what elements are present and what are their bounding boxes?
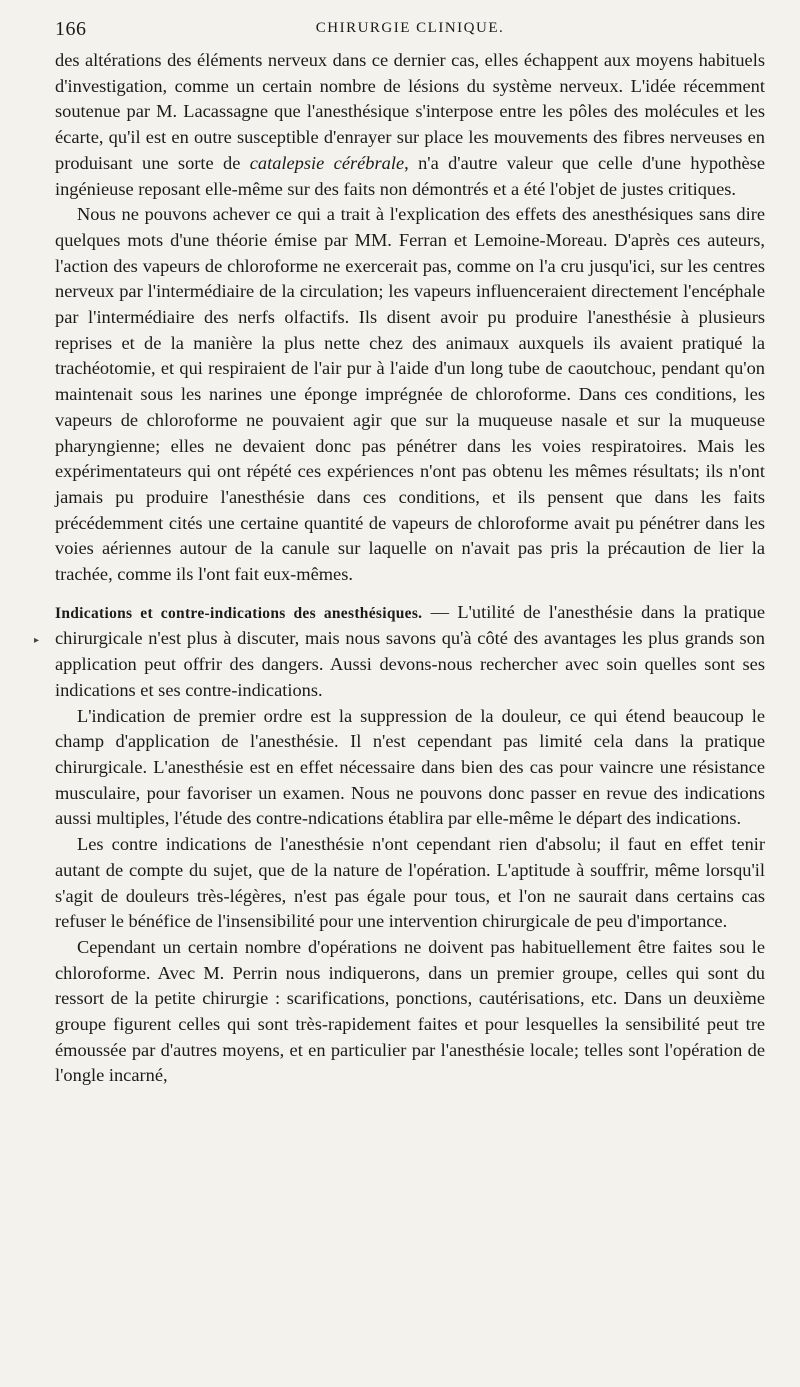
page-number: 166 bbox=[55, 18, 87, 40]
paragraph-3 bbox=[55, 600, 765, 704]
running-title: CHIRURGIE CLINIQUE. bbox=[315, 20, 505, 36]
margin-mark-icon: ▸ bbox=[34, 635, 40, 646]
section-heading: Indications et contre-indications des anesthésiques. bbox=[55, 604, 423, 622]
page-content bbox=[55, 18, 765, 1089]
paragraph-1 bbox=[55, 48, 765, 202]
paragraph-1-text: des altérations des éléments nerveux dans ce dernier cas, elles échappent aux moyens habituels d'investigation, comme un certain nombre de lésions du système nerveux. L'idée récemment soutenue par M. Lacassagne que l'anesthésique s'interpose entre les pôles des molécules et les écarte, qu'il est en outre susceptible d'enrayer sur place les mouvements des fibres nerveuses en produisant une sorte de bbox=[55, 50, 765, 173]
paragraph-2: Nous ne pouvons achever ce qui a trait à l'explication des effets des anesthésiques sans dire quelques mots d'une théorie émise par MM. Ferran et Lemoine-Moreau. D'après ces auteurs, l'action des vapeurs de chloroforme ne exercerait pas, comme on l'a cru jusqu'ici, sur les centres nerveux par l'intermédiaire de la circulation; les vapeurs influenceraient directement l'encéphale par l'intermédiaire des nerfs olfactifs. Ils disent avoir pu produire l'anesthésie à plusieurs reprises et de la manière la plus nette chez des animaux auxquels ils avaient pratiqué la trachéotomie, et qui respiraient de l'air pur à l'aide d'un long tube de caoutchouc, pendant qu'on maintenait sous les narines une éponge imprégnée de chloroforme. Dans ces conditions, les vapeurs de chloroforme ne pouvaient agir que sur la muqueuse nasale et sur la muqueuse pharyngienne; elles ne devaient donc pas pénétrer dans les voies respiratoires. Mais les expérimentateurs qui ont répété ces expériences n'ont pas obtenu les mêmes résultats; ils n'ont jamais pu produire l'anesthésie dans ces conditions, et ils pensent que dans les faits précédemment cités une certaine quantité de vapeurs de chloroforme avait pu pénétrer dans les voies aériennes autour de la canule sur laquelle on n'avait pas pris la précaution de lier la trachée, comme ils l'ont fait eux-mêmes. bbox=[55, 204, 765, 585]
paragraph-1-text-after: , n'a d'autre valeur que celle d'une hypothèse ingénieuse reposant elle-même sur des faits non démontrés et a été l'objet de justes critiques. bbox=[55, 152, 765, 199]
paragraph-3-text: — L'utilité de l'anesthésie dans la pratique chirurgicale n'est plus à discuter, mais nous savons qu'à côté des avantages les plus grands son application peut offrir des dangers. Aussi devons-nous rechercher avec soin quelles sont ses indications et ses contre-indications. bbox=[55, 601, 765, 700]
paragraph-5: Les contre indications de l'anesthésie n'ont cependant rien d'absolu; il faut en effet tenir autant de compte du sujet, que de la nature de l'opération. L'aptitude à souffrir, même lorsqu'il s'agit de douleurs très-légères, n'est pas égale pour tous, et l'on ne saurait dans certains cas refuser le bénéfice de l'insensibilité pour une intervention chirurgicale de peu d'importance. bbox=[55, 834, 765, 932]
paragraph-6: Cependant un certain nombre d'opérations ne doivent pas habituellement être faites sou le chloroforme. Avec M. Perrin nous indiquerons, dans un premier groupe, celles qui sont du ressort de la petite chirurgie : scarifications, ponctions, cautérisations, etc. Dans un deuxième groupe figurent celles qui sont très-rapidement faites et pour lesquelles la sensibilité peut tre émoussée par d'autres moyens, et en particulier par l'anesthésie locale; telles sont l'opération de l'ongle incarné, bbox=[55, 936, 765, 1086]
section-gap bbox=[55, 588, 765, 600]
body-text bbox=[55, 48, 765, 1089]
paragraph-1-italic: catalepsie cérébrale bbox=[249, 152, 405, 173]
running-head bbox=[55, 18, 765, 48]
paragraph-4: L'indication de premier ordre est la suppression de la douleur, ce qui étend beaucoup le champ d'application de l'anesthésie. Il n'est cependant pas limité cela dans la pratique chirurgicale. L'anesthésie est en effet nécessaire dans bien des cas pour vaincre une résistance musculaire, pour favoriser un examen. Nous ne pouvons donc passer en revue des indications aussi multiples, l'étude des contre-ndications établira par elle-même le départ des indications. bbox=[55, 705, 765, 829]
